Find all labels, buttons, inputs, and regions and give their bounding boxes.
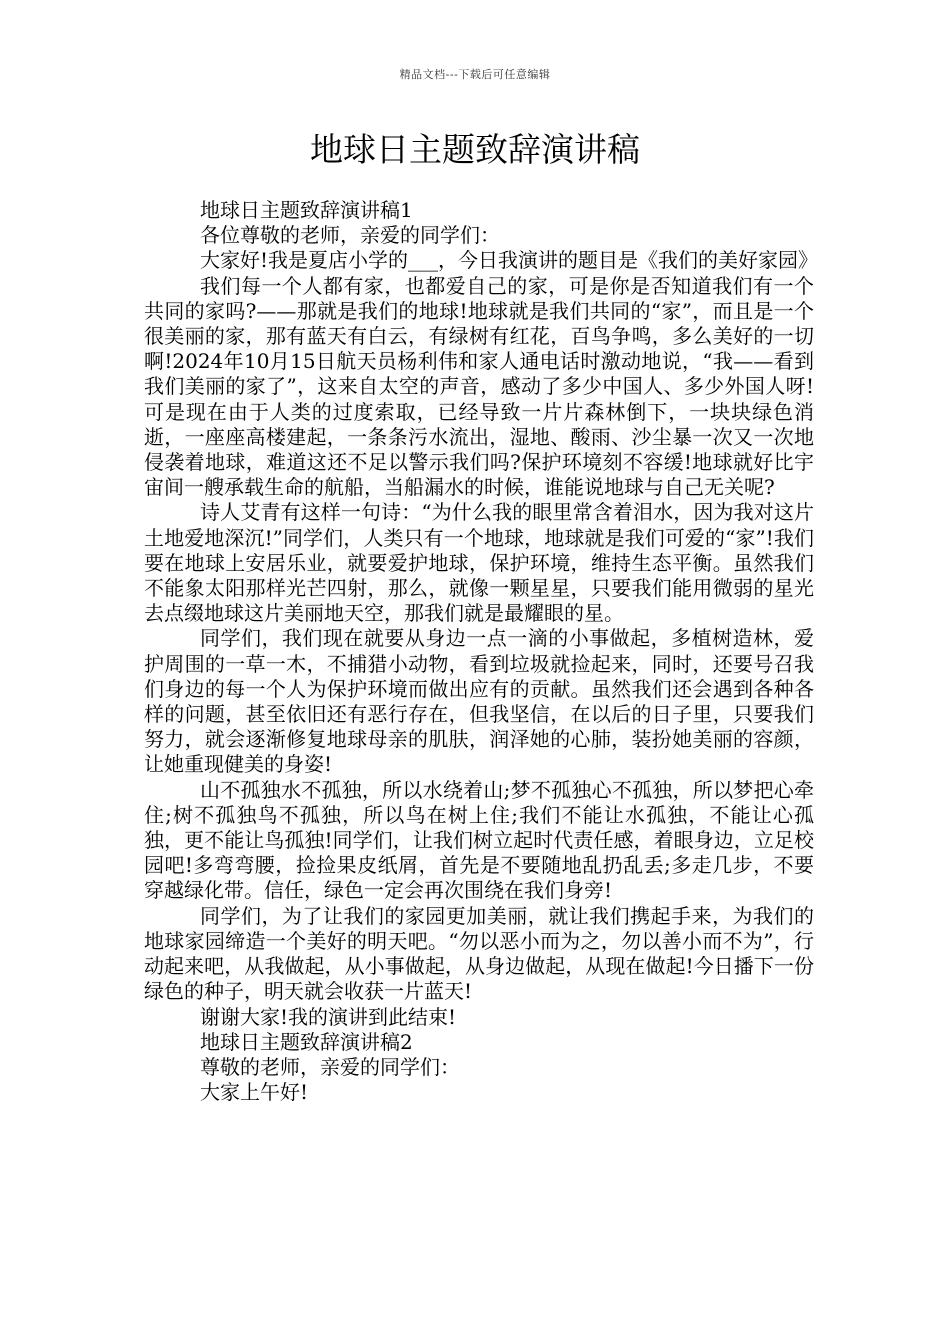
body-paragraph: 山不孤独水不孤独，所以水绕着山;梦不孤独心不孤独，所以梦把心牵住;树不孤独鸟不孤独，所以鸟在树上住;我们不能让水孤独，不能让心孤独，更不能让鸟孤独!同学们，让我们树立起时代责任感，着眼身边，立足校园吧!多弯弯腰，捡捡果皮纸屑，首先是不要随地乱扔乱丢;多走几步，不要穿越绿化带。信任，绿色一定会再次围绕在我们身旁! [144, 777, 814, 903]
document-body [144, 198, 819, 1105]
body-paragraph: 同学们，为了让我们的家园更加美丽，就让我们携起手来，为我们的地球家园缔造一个美好的明天吧。“勿以恶小而为之，勿以善小而不为”，行动起来吧，从我做起，从小事做起，从身边做起，从现在做起!今日播下一份绿色的种子，明天就会收获一片蓝天! [144, 903, 814, 1004]
section-heading: 地球日主题致辞演讲稿2 [200, 1029, 413, 1054]
body-paragraph: 同学们，我们现在就要从身边一点一滴的小事做起，多植树造林，爱护周围的一草一木，不捕猎小动物，看到垃圾就捡起来，同时，还要号召我们身边的每一个人为保护环境而做出应有的贡献。虽然我们还会遇到各种各样的问题，甚至依旧还有恶行存在，但我坚信，在以后的日子里，只要我们努力，就会逐渐修复地球母亲的肌肤，润泽她的心肺，装扮她美丽的容颜，让她重现健美的身姿! [144, 626, 814, 777]
opening-paragraph: 大家好!我是夏店小学的___，今日我演讲的题目是《我们的美好家园》 [200, 248, 819, 273]
closing-line: 谢谢大家!我的演讲到此结束! [200, 1004, 457, 1029]
salutation: 各位尊敬的老师，亲爱的同学们： [200, 223, 500, 248]
body-paragraph: 诗人艾青有这样一句诗：“为什么我的眼里常含着泪水，因为我对这片土地爱地深沉!”同学们，人类只有一个地球，地球就是我们可爱的“家”!我们要在地球上安居乐业，就要爱护地球，保护环境，维持生态平衡。虽然我们不能象太阳那样光芒四射，那么，就像一颗星星，只要我们能用微弱的星光去点缀地球这片美丽地天空，那我们就是最耀眼的星。 [144, 500, 814, 626]
page-header-note: 精品文档---下载后可任意编辑 [399, 68, 551, 81]
salutation: 尊敬的老师，亲爱的同学们： [200, 1054, 460, 1079]
body-paragraph: 我们每一个人都有家，也都爱自己的家，可是你是否知道我们有一个共同的家吗?——那就是我们的地球!地球就是我们共同的“家”，而且是一个很美丽的家，那有蓝天有白云，有绿树有红花，百鸟争鸣，多么美好的一切啊!2024年10月15日航天员杨利伟和家人通电话时激动地说，“我——看到我们美丽的家了”，这来自太空的声音，感动了多少中国人、多少外国人呀!可是现在由于人类的过度索取，已经导致一片片森林倒下，一块块绿色消逝，一座座高楼建起，一条条污水流出，湿地、酸雨、沙尘暴一次又一次地侵袭着地球，难道这还不足以警示我们吗?保护环境刻不容缓!地球就好比宇宙间一艘承载生命的航船，当船漏水的时候，谁能说地球与自己无关呢? [144, 273, 814, 500]
section-heading: 地球日主题致辞演讲稿1 [200, 198, 413, 222]
greeting: 大家上午好! [200, 1080, 309, 1105]
document-title: 地球日主题致辞演讲稿 [310, 130, 640, 169]
